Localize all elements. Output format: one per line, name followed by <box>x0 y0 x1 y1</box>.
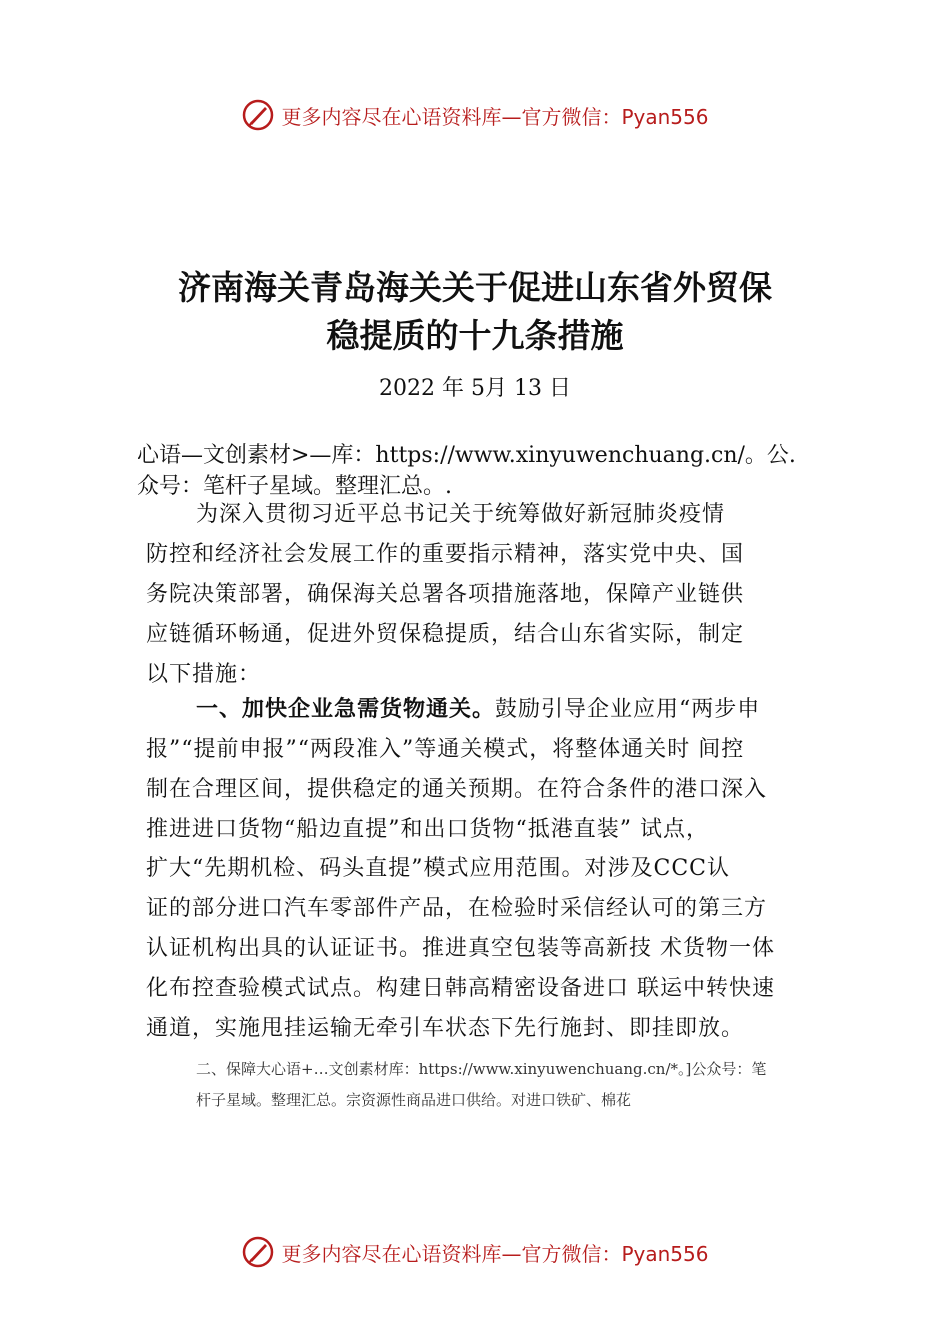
measure-1-line-6: 证的部分进口汽车零部件产品，在检验时采信经认可的第三方 <box>146 896 768 921</box>
measure-1-line-7: 认证机构出具的认证证书。推进真空包装等高新技 术货物一体 <box>146 936 775 961</box>
measure-1-line-5: 扩大“先期机检、码头直提”模式应用范围。对涉及CCC认 <box>146 856 730 881</box>
footer-banner <box>0 1232 950 1272</box>
measure-1-line-8: 化布控查验模式试点。构建日韩高精密设备进口 联运中转快速 <box>146 976 775 1001</box>
document-title-line-2: 稳提质的十九条措施 <box>326 316 624 355</box>
measure-1-first-line <box>196 692 760 723</box>
intro-line-4: 应链循环畅通，促进外贸保稳提质，结合山东省实际，制定 <box>146 622 745 647</box>
footer-banner-text: 更多内容尽在心语资料库—官方微信：Pyan556 <box>281 1241 709 1266</box>
measure-1-line-3: 制在合理区间，提供稳定的通关预期。在符合条件的港口深入 <box>146 777 768 802</box>
document-date: 2022 年 5月 13 日 <box>379 376 571 401</box>
header-banner <box>0 95 950 135</box>
intro-line-5: 以下措施： <box>146 662 262 687</box>
measure-1-heading: 一、加快企业急需货物通关。 <box>196 697 496 722</box>
measure-1-first-line-text: 鼓励引导企业应用“两步申 <box>495 697 761 722</box>
measure-1-line-9: 通道，实施甩挂运输无牵引车状态下先行施封、即挂即放。 <box>146 1016 745 1041</box>
intro-line-1: 为深入贯彻习近平总书记关于统筹做好新冠肺炎疫情 <box>196 502 726 527</box>
measure-1-line-4: 推进进口货物“船边直提”和出口货物“抵港直装” 试点， <box>146 817 709 842</box>
document-title-line-1: 济南海关青岛海关关于促进山东省外贸保 <box>178 268 772 307</box>
source-note-line-2: 众号：笔杆子星域。整理汇总。. <box>137 474 452 499</box>
quill-logo-icon <box>241 1235 275 1269</box>
measure-1-line-2: 报”“提前申报”“两段准入”等通关模式，将整体通关时 间控 <box>146 737 745 762</box>
intro-line-2: 防控和经济社会发展工作的重要指示精神，落实党中央、国 <box>146 542 745 567</box>
source-note-line-1: 心语—文创素材>—库：https://www.xinyuwenchuang.cn/。公. <box>137 443 796 468</box>
measure-2-fragment-line-1: 二、保障大心语+…文创素材库：https://www.xinyuwenchuang.cn/*。]公众号：笔 <box>196 1060 767 1078</box>
measure-2-fragment-line-2: 杆子星域。整理汇总。宗资源性商品进口供给。对进口铁矿、棉花 <box>196 1091 632 1109</box>
intro-line-3: 务院决策部署，确保海关总署各项措施落地，保障产业链供 <box>146 582 745 607</box>
header-banner-text: 更多内容尽在心语资料库—官方微信：Pyan556 <box>281 104 709 129</box>
quill-logo-icon <box>241 98 275 132</box>
